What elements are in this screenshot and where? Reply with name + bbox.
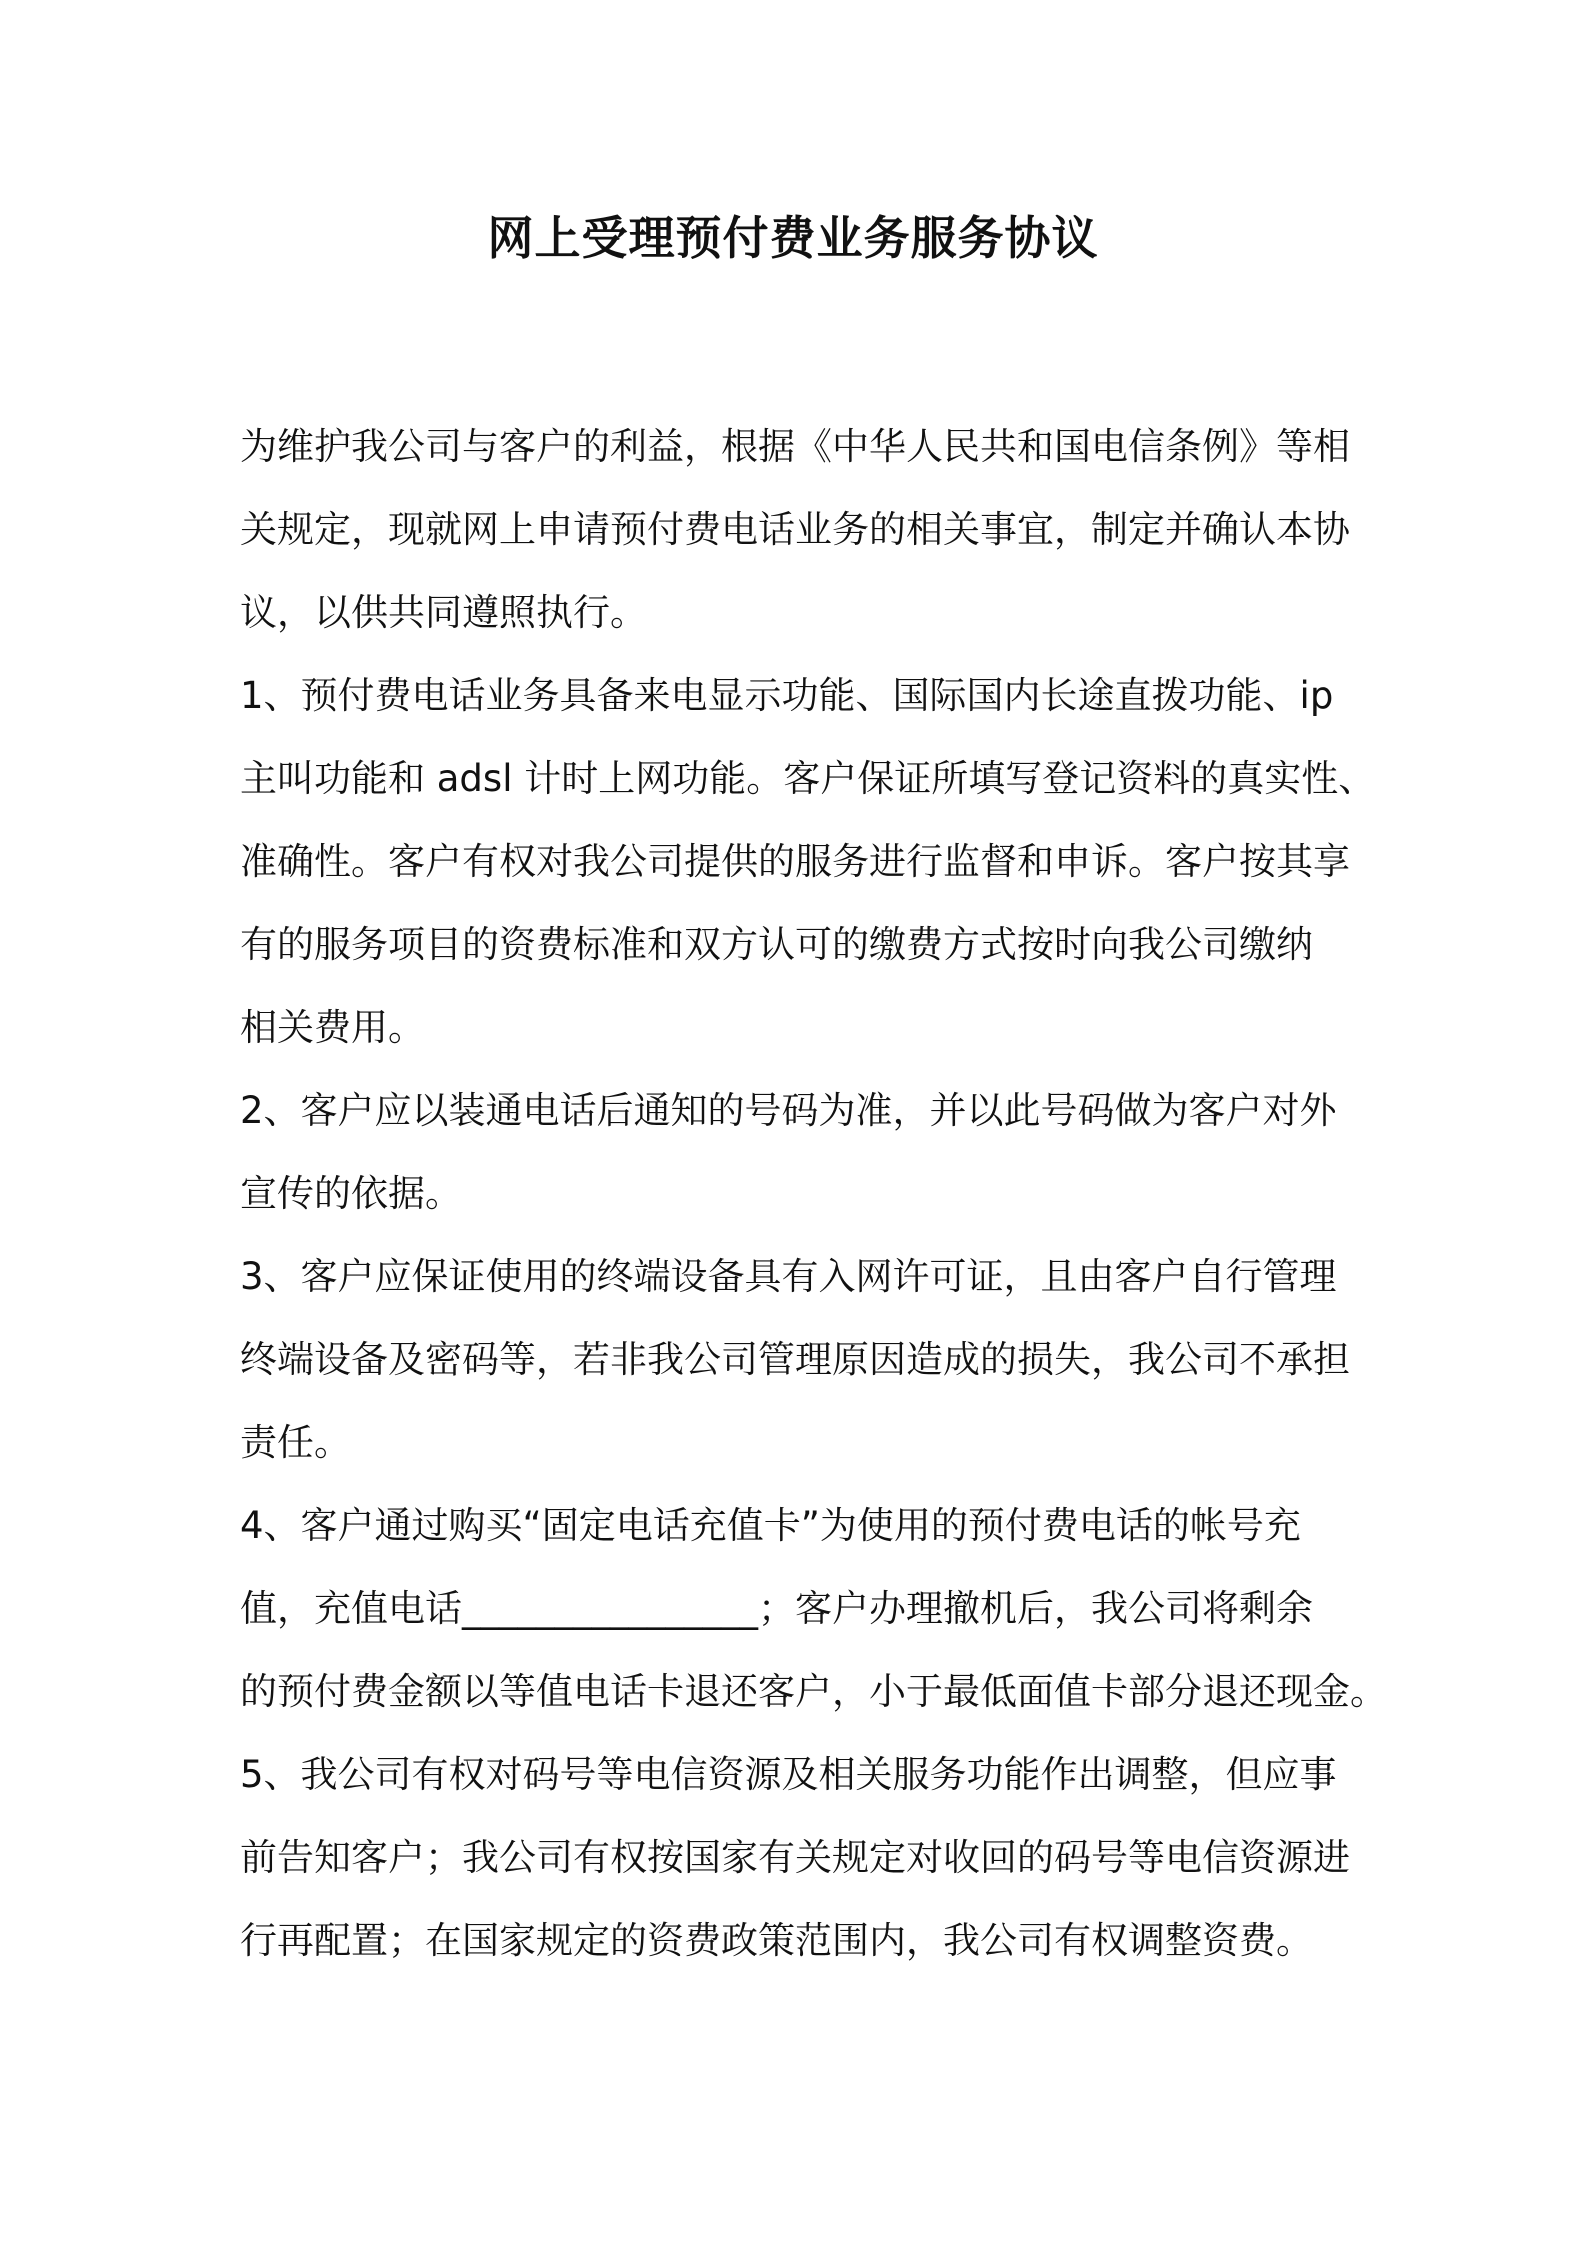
document-title: 网上受理预付费业务服务协议 (487, 211, 1099, 265)
paragraph-clause-1 (240, 654, 1376, 1069)
paragraph-clause-2 (240, 1069, 1360, 1235)
paragraph-intro (240, 405, 1360, 654)
paragraph-line: 主叫功能和 adsl 计时上网功能。客户保证所填写登记资料的真实性、 (240, 757, 1376, 800)
paragraph-clause-4 (240, 1484, 1387, 1733)
paragraph-line: 3、客户应保证使用的终端设备具有入网许可证，且由客户自行管理 (240, 1255, 1337, 1298)
paragraph-line: 2、客户应以装通电话后通知的号码为准，并以此号码做为客户对外 (240, 1089, 1337, 1132)
paragraph-line: 1、预付费电话业务具备来电显示功能、国际国内长途直拨功能、ip (240, 674, 1334, 717)
paragraph-line: 关规定，现就网上申请预付费电话业务的相关事宜，制定并确认本协 (240, 508, 1350, 551)
paragraph-line: 有的服务项目的资费标准和双方认可的缴费方式按时向我公司缴纳 (240, 923, 1313, 966)
paragraph-line: 前告知客户；我公司有权按国家有关规定对收回的码号等电信资源进 (240, 1836, 1350, 1879)
paragraph-line: 责任。 (240, 1421, 351, 1464)
paragraph-clause-3 (240, 1235, 1360, 1484)
document-body (240, 405, 1387, 1982)
paragraph-clause-5 (240, 1733, 1360, 1982)
paragraph-line: 行再配置；在国家规定的资费政策范围内，我公司有权调整资费。 (240, 1919, 1313, 1962)
paragraph-line: 相关费用。 (240, 1006, 425, 1049)
paragraph-line: 为维护我公司与客户的利益，根据《中华人民共和国电信条例》等相 (240, 425, 1350, 468)
paragraph-line: 宣传的依据。 (240, 1172, 462, 1215)
paragraph-line: 5、我公司有权对码号等电信资源及相关服务功能作出调整，但应事 (240, 1753, 1337, 1796)
paragraph-line: 议，以供共同遵照执行。 (240, 591, 647, 634)
paragraph-line: 终端设备及密码等，若非我公司管理原因造成的损失，我公司不承担 (240, 1338, 1350, 1381)
paragraph-line: 4、客户通过购买“固定电话充值卡”为使用的预付费电话的帐号充 (240, 1504, 1301, 1547)
paragraph-line: 值，充值电话________________；客户办理撤机后，我公司将剩余 (240, 1587, 1313, 1630)
paragraph-line: 的预付费金额以等值电话卡退还客户，小于最低面值卡部分退还现金。 (240, 1670, 1387, 1713)
paragraph-line: 准确性。客户有权对我公司提供的服务进行监督和申诉。客户按其享 (240, 840, 1350, 883)
